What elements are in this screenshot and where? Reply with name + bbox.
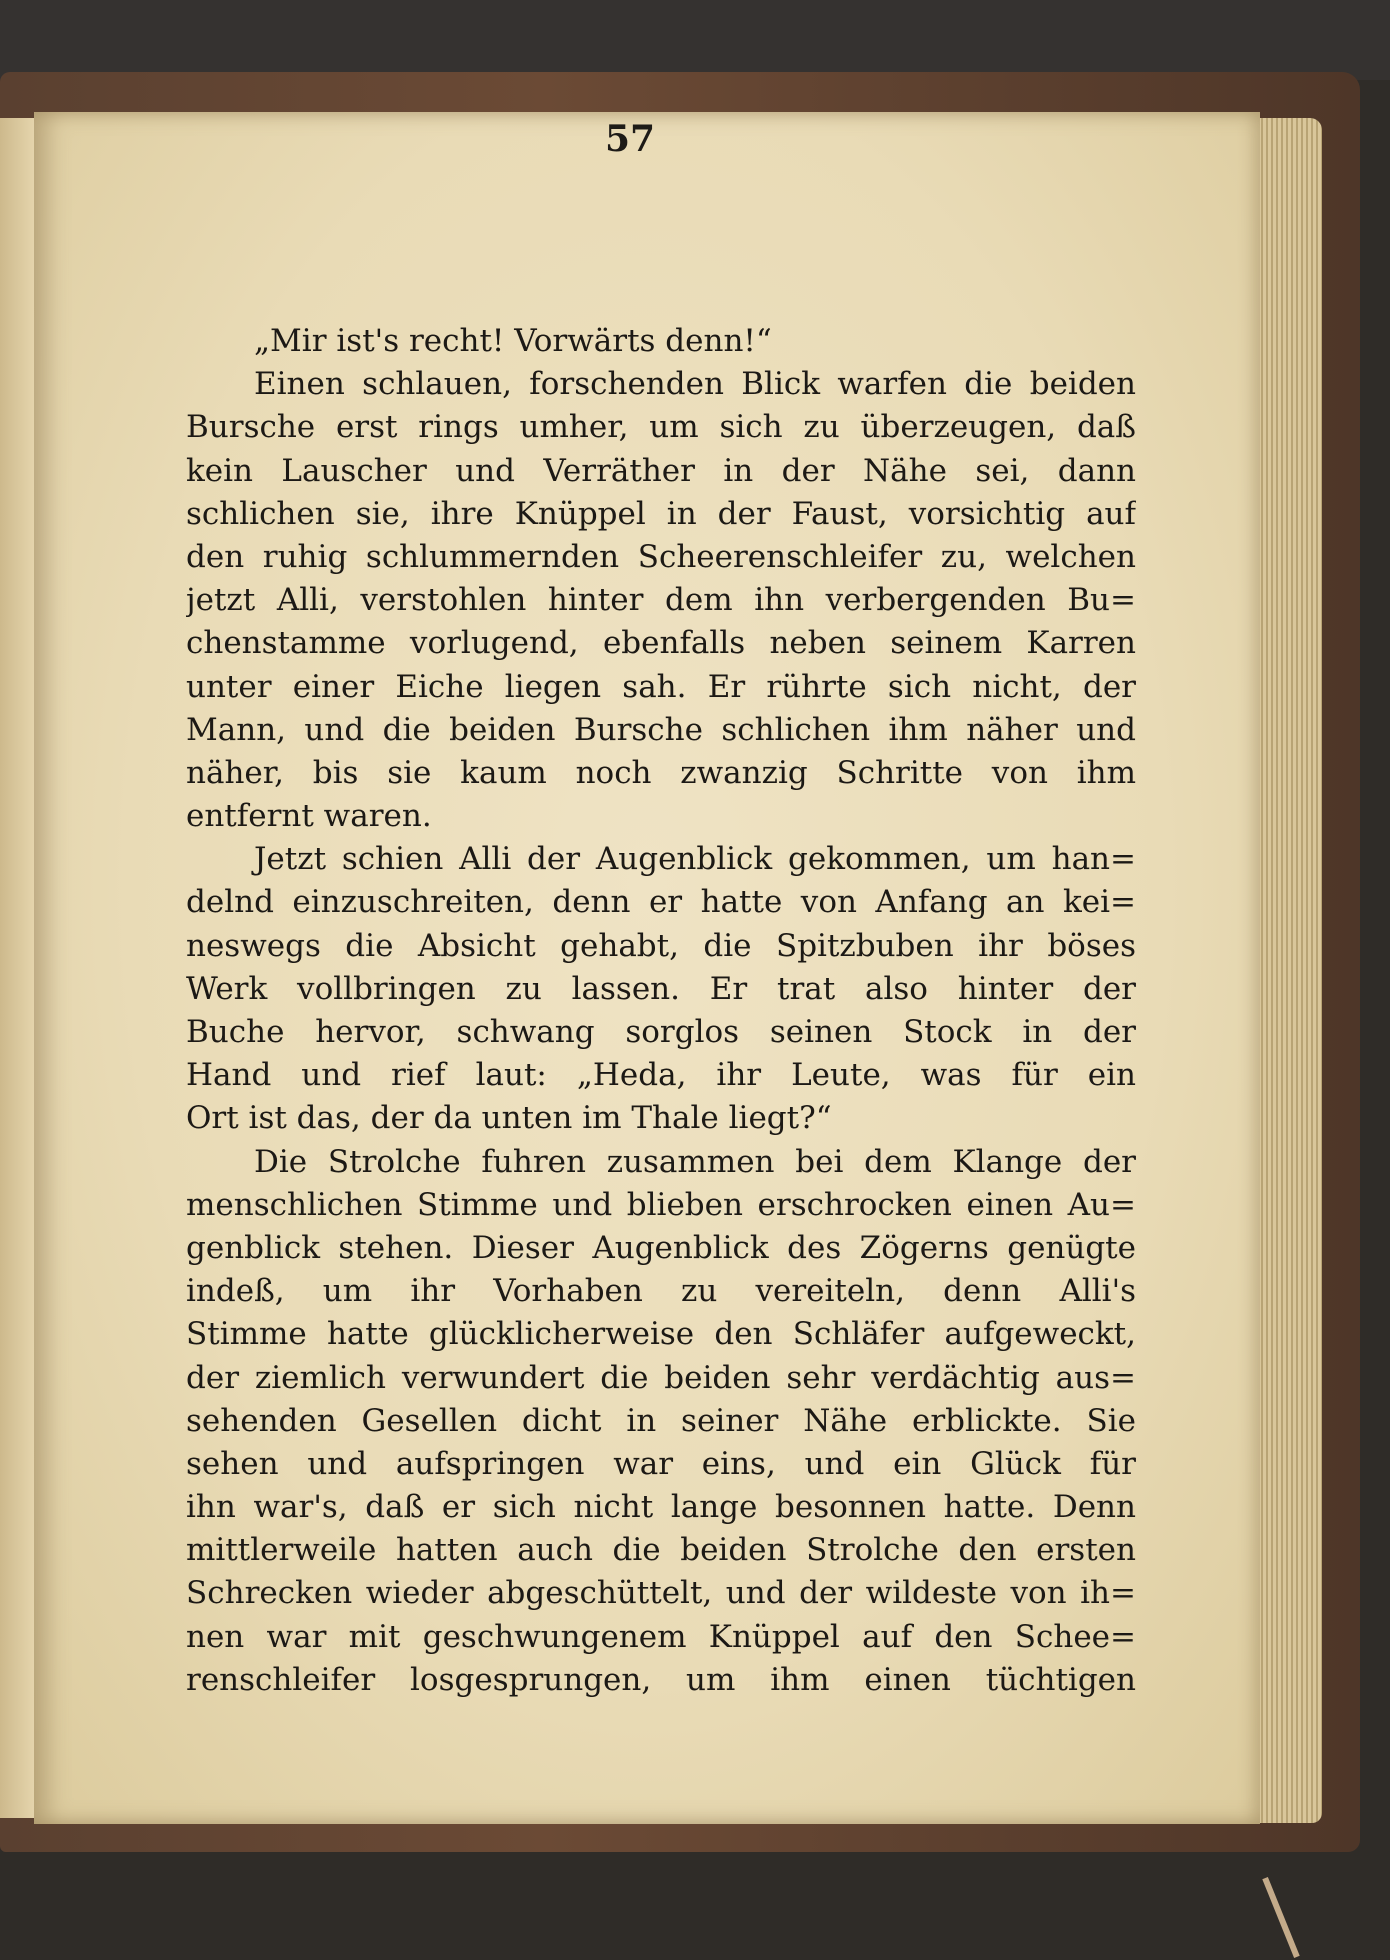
- page-text: [186, 320, 1136, 1702]
- text-line: Schrecken wieder abgeschüttelt, und der wildeste von ih=: [186, 1575, 1136, 1612]
- text-line: näher, bis sie kaum noch zwanzig Schritte von ihm: [186, 754, 1136, 791]
- text-line: Mann, und die beiden Bursche schlichen ihm näher und: [186, 711, 1136, 748]
- text-line: menschlichen Stimme und blieben erschrocken einen Au=: [186, 1186, 1136, 1223]
- text-line: sehen und aufspringen war eins, und ein Glück für: [186, 1445, 1136, 1482]
- text-line: den ruhig schlummernden Scheerenschleifer zu, welchen: [186, 538, 1136, 575]
- background: [0, 0, 1390, 80]
- text-line: renschleifer losgesprungen, um ihm einen tüchtigen: [186, 1661, 1136, 1698]
- text-line: mittlerweile hatten auch die beiden Strolche den ersten: [186, 1532, 1136, 1569]
- text-line: sehenden Gesellen dicht in seiner Nähe erblickte. Sie: [186, 1402, 1136, 1439]
- text-line: jetzt Alli, verstohlen hinter dem ihn verbergenden Bu=: [186, 582, 1136, 619]
- text-line: ihn war's, daß er sich nicht lange besonnen hatte. Denn: [186, 1489, 1136, 1526]
- text-line: entfernt waren.: [186, 798, 432, 835]
- page-number: 57: [604, 118, 656, 160]
- text-line: chenstamme vorlugend, ebenfalls neben seinem Karren: [186, 625, 1136, 662]
- text-line: neswegs die Absicht gehabt, die Spitzbuben ihr böses: [186, 927, 1136, 964]
- text-line: Werk vollbringen zu lassen. Er trat also hinter der: [186, 970, 1136, 1007]
- text-line: Ort ist das, der da unten im Thale liegt?“: [186, 1100, 832, 1137]
- text-line: kein Lauscher und Verräther in der Nähe sei, dann: [186, 452, 1136, 489]
- bookmark-thread: [1262, 1877, 1299, 1958]
- text-line: Stimme hatte glücklicherweise den Schläfer aufgeweckt,: [186, 1316, 1136, 1353]
- text-line: Bursche erst rings umher, um sich zu überzeugen, daß: [186, 409, 1136, 446]
- text-line: Die Strolche fuhren zusammen bei dem Klange der: [254, 1143, 1136, 1180]
- text-line: „Mir ist's recht! Vorwärts denn!“: [254, 323, 772, 359]
- text-line: Einen schlauen, forschenden Blick warfen die beiden: [254, 366, 1136, 403]
- text-line: der ziemlich verwundert die beiden sehr verdächtig aus=: [186, 1359, 1136, 1396]
- text-line: genblick stehen. Dieser Augenblick des Zögerns genügte: [186, 1229, 1136, 1266]
- text-line: schlichen sie, ihre Knüppel in der Faust, vorsichtig auf: [186, 495, 1136, 532]
- text-line: Jetzt schien Alli der Augenblick gekommen, um han=: [254, 841, 1136, 878]
- text-line: Hand und rief laut: „Heda, ihr Leute, was für ein: [186, 1057, 1136, 1094]
- text-line: nen war mit geschwungenem Knüppel auf den Schee=: [186, 1618, 1136, 1655]
- text-line: indeß, um ihr Vorhaben zu vereiteln, denn Alli's: [186, 1273, 1136, 1310]
- left-page-edge: [0, 118, 38, 1818]
- text-line: delnd einzuschreiten, denn er hatte von Anfang an kei=: [186, 884, 1136, 921]
- text-line: unter einer Eiche liegen sah. Er rührte sich nicht, der: [186, 668, 1136, 705]
- text-line: Buche hervor, schwang sorglos seinen Stock in der: [186, 1014, 1136, 1050]
